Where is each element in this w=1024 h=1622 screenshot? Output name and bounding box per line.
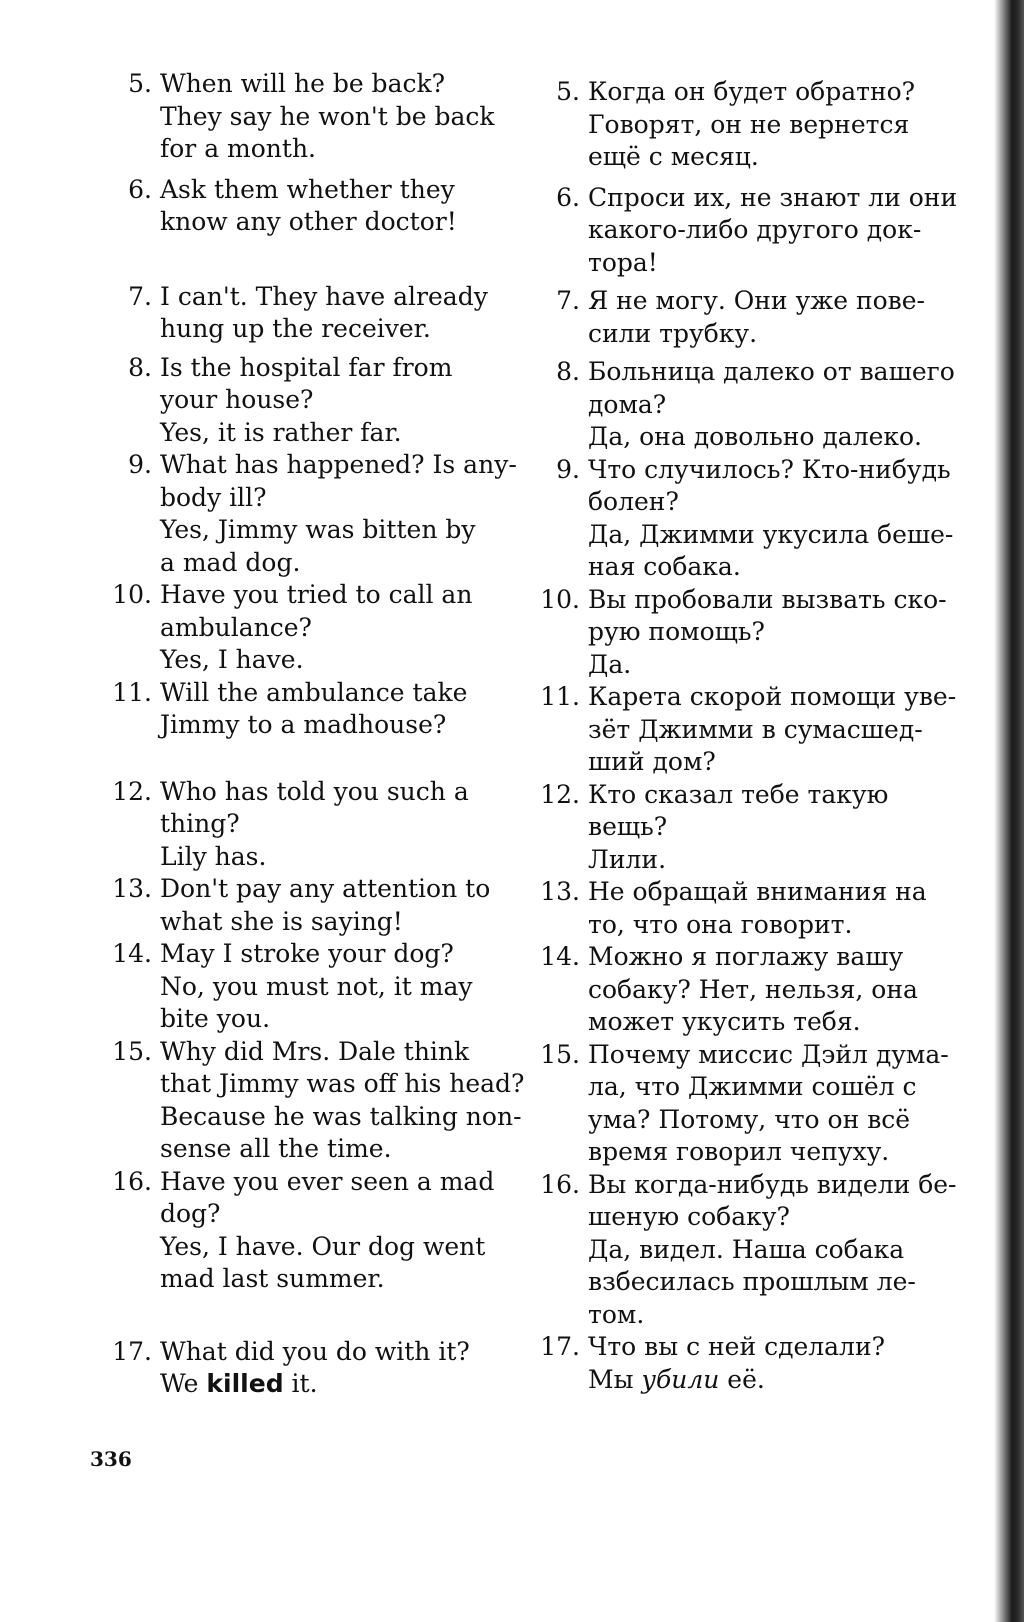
text-line: дома? [588,389,667,419]
text-line: know any other doctor! [160,207,457,236]
text-line: Я не могу. Они уже пове- [588,286,925,315]
text-line: Yes, I have. [160,645,304,674]
text-line: Карета скорой помощи уве- [588,682,957,711]
item-number: 6. [128,174,152,204]
russian-item-7 [528,285,928,350]
english-item-12 [100,776,492,874]
text-line: They say he won't be back [160,101,495,131]
text-line-with-emphasis [160,1368,492,1401]
item-number: 11. [540,682,580,711]
text-line: Что случилось? Кто-нибудь [588,454,951,484]
text-line: том. [588,1299,645,1329]
russian-item-5 [528,76,928,174]
english-item-8 [100,352,492,450]
text-line: When will he be back? [160,69,446,98]
text-line: Кто сказал тебе такую [588,779,889,809]
text-line: Yes, it is rather far. [160,417,402,447]
item-number: 10. [112,580,152,609]
text-line: рую помощь? [588,617,765,646]
text-line: Will the ambulance take [160,677,468,707]
text-line: Who has told you such a [160,776,469,806]
text-line: No, you must not, it may [160,971,473,1001]
english-item-13 [100,873,492,938]
text-line: собаку? Нет, нельзя, она [588,974,918,1004]
text-line: Говорят, он не вернется [588,109,910,139]
russian-item-14 [528,941,928,1039]
item-number: 12. [112,776,152,806]
item-number: 14. [112,939,152,968]
item-number: 8. [128,352,152,382]
text-line: ла, что Джимми сошёл с [588,1072,917,1101]
text-line: Jimmy to a madhouse? [160,710,447,739]
text-line: What did you do with it? [160,1336,470,1366]
text-fragment: it. [283,1369,318,1398]
english-item-16 [100,1166,495,1296]
russian-item-13 [528,876,928,941]
text-line: шеную собаку? [588,1202,790,1231]
russian-item-16 [528,1169,957,1332]
text-line: Можно я поглажу вашу [588,942,904,971]
item-number: 5. [556,77,580,106]
item-number: 15. [112,1036,152,1066]
text-fragment: Мы [588,1364,642,1394]
text-fragment: её. [719,1364,765,1394]
text-line: Почему миссис Дэйл дума- [588,1039,949,1069]
item-number: 10. [540,584,580,614]
text-line: what she is saying! [160,906,403,936]
text-line: Вы пробовали вызвать ско- [588,584,947,614]
text-line: может укусить тебя. [588,1007,861,1036]
text-line: hung up the receiver. [160,314,431,343]
text-line: Why did Mrs. Dale think [160,1036,470,1066]
text-line: Лили. [588,844,667,874]
text-line: mad last summer. [160,1264,385,1293]
page-binding-edge [994,0,1024,1622]
text-line: What has happened? Is any- [160,450,517,479]
text-line: Is the hospital far from [160,352,453,382]
text-line: сили трубку. [588,318,758,348]
text-line: ещё с месяц. [588,142,759,171]
item-number: 17. [540,1332,580,1361]
russian-item-8 [528,356,955,454]
text-line: bite you. [160,1004,271,1033]
english-item-6 [100,174,492,239]
text-line: Спроси их, не знают ли они [588,182,958,212]
text-line: ambulance? [160,612,312,642]
english-item-15 [100,1036,525,1166]
text-fragment: We [160,1369,207,1398]
text-line: Don't pay any attention to [160,874,491,903]
text-line: тора! [588,247,658,277]
text-line: Yes, Jimmy was bitten by [160,515,476,544]
text-line: dog? [160,1199,221,1228]
text-line: Когда он будет обратно? [588,77,916,106]
text-line: a mad dog. [160,547,301,577]
english-item-5 [100,68,495,166]
text-line: Ask them whether they [160,174,455,204]
text-line: Больница далеко от вашего [588,357,955,386]
russian-column [528,76,958,1396]
item-number: 15. [540,1039,580,1069]
text-line: Да, она довольно далеко. [588,422,923,451]
item-number: 5. [128,69,152,98]
item-number: 7. [128,281,152,311]
item-number: 9. [128,450,152,479]
text-line: Lily has. [160,841,267,871]
russian-item-12 [528,779,928,877]
text-line: that Jimmy was off his head? [160,1069,525,1098]
text-line: ший дом? [588,747,716,776]
item-number: 13. [540,877,580,906]
english-item-17 [100,1336,492,1401]
item-number: 16. [540,1169,580,1199]
english-item-10 [100,579,492,677]
text-line: Вы когда-нибудь видели бе- [588,1169,957,1199]
text-line: ума? Потому, что он всё [588,1104,911,1134]
english-item-7 [100,281,492,346]
text-line: взбесилась прошлым ле- [588,1267,916,1296]
text-line: ная собака. [588,552,741,581]
english-column [100,68,525,1401]
text-line: болен? [588,487,679,516]
text-line: I can't. They have already [160,281,488,311]
bold-word: killed [206,1369,284,1398]
text-line: время говорил чепуху. [588,1137,890,1166]
text-line: Что вы с ней сделали? [588,1332,886,1361]
item-number: 13. [112,874,152,903]
russian-item-9 [528,454,954,584]
page-number: 336 [90,1447,132,1471]
item-number: 11. [112,677,152,707]
text-line: какого-либо другого док- [588,215,922,244]
item-number: 16. [112,1166,152,1196]
text-line: body ill? [160,482,267,512]
item-number: 12. [540,779,580,809]
english-item-11 [100,677,492,742]
russian-item-15 [528,1039,949,1169]
text-line: вещь? [588,812,668,841]
item-number: 8. [556,357,580,386]
item-number: 14. [540,942,580,971]
text-line: Да, Джимми укусила беше- [588,519,954,549]
text-line: May I stroke your dog? [160,939,454,968]
english-item-14 [100,938,492,1036]
english-item-9 [100,449,517,579]
text-line: Have you ever seen a mad [160,1166,495,1196]
text-line: for a month. [160,134,317,163]
text-line: Because he was talking non- [160,1101,522,1131]
item-number: 7. [556,286,580,315]
text-line: Да. [588,649,632,679]
text-line: Да, видел. Наша собака [588,1234,905,1264]
item-number: 9. [556,454,580,484]
text-line: Have you tried to call an [160,580,473,609]
text-line: sense all the time. [160,1134,392,1163]
text-line: Yes, I have. Our dog went [160,1231,486,1261]
text-line: зёт Джимми в сумасшед- [588,714,923,744]
item-number: 17. [112,1336,152,1366]
item-number: 6. [556,182,580,212]
russian-item-11 [528,681,957,779]
russian-item-17 [528,1331,928,1396]
russian-item-10 [528,584,947,682]
text-line: thing? [160,809,240,838]
text-line: your house? [160,385,314,414]
italic-word: убили [641,1364,720,1394]
text-line-with-emphasis [588,1364,928,1397]
russian-item-6 [528,182,958,280]
text-line: Не обращай внимания на [588,877,927,906]
text-line: то, что она говорит. [588,909,853,939]
